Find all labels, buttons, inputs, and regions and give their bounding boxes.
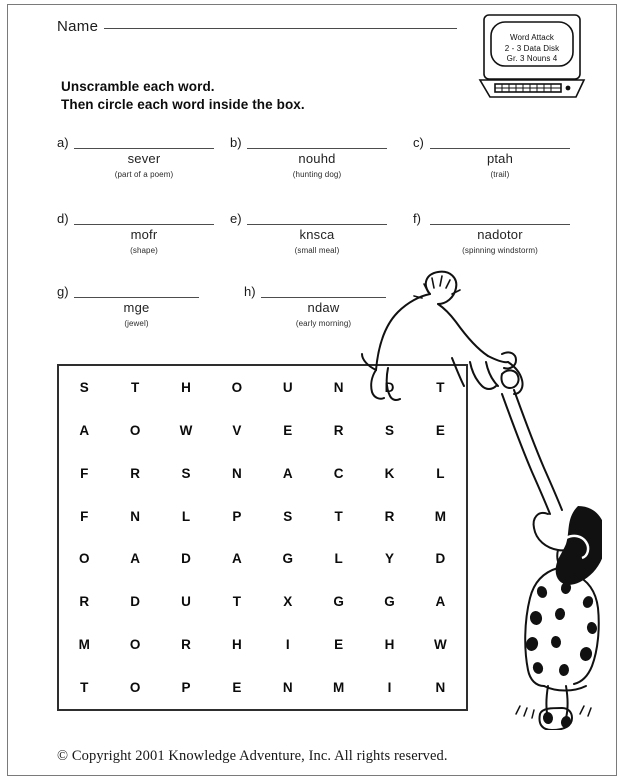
grid-cell[interactable]: Y [384, 551, 395, 567]
instruction-line-1: Unscramble each word. [61, 79, 215, 94]
grid-cell[interactable]: F [80, 508, 89, 524]
grid-row [59, 409, 466, 452]
grid-cell[interactable]: L [436, 465, 445, 481]
item-answer-row [413, 136, 575, 150]
hand [501, 370, 518, 388]
grid-cell[interactable]: D [130, 594, 141, 610]
scrambled-word: ndaw [307, 300, 340, 315]
grid-row [59, 538, 466, 581]
item-answer-row [413, 212, 575, 226]
item-label: c) [413, 135, 424, 150]
grid-cell[interactable]: G [333, 594, 345, 610]
tunic-spots [524, 581, 598, 729]
scrambled-word: mofr [130, 227, 158, 242]
word-clue: (part of a poem) [114, 170, 174, 179]
grid-cell[interactable]: S [283, 508, 293, 524]
fur-boots [540, 708, 573, 730]
item-answer-row [230, 212, 392, 226]
grid-cell[interactable]: F [80, 465, 89, 481]
scrambled-word: sever [127, 151, 161, 166]
grid-cell[interactable]: R [384, 508, 395, 524]
name-label: Name [57, 18, 99, 35]
item-label: f) [413, 211, 421, 226]
grid-cell[interactable]: A [79, 422, 90, 438]
grid-cell[interactable]: R [333, 422, 344, 438]
arm-outer [514, 390, 562, 510]
item-answer-line[interactable] [430, 148, 570, 149]
item-label: h) [244, 284, 256, 299]
grid-cell[interactable]: O [129, 680, 141, 696]
grid-cell[interactable]: P [181, 680, 191, 696]
item-answer-row [57, 212, 219, 226]
hair-highlight [566, 536, 588, 558]
grid-cell[interactable]: E [232, 680, 242, 696]
grid-cell[interactable]: D [181, 551, 192, 567]
unscramble-item [244, 285, 391, 328]
item-answer-line[interactable] [74, 224, 214, 225]
word-attack-computer-badge [478, 12, 590, 100]
unscramble-item [57, 285, 204, 328]
item-label: g) [57, 284, 69, 299]
word-clue: (hunting dog) [292, 170, 342, 179]
grid-cell[interactable]: V [232, 422, 242, 438]
grid-row [59, 495, 466, 538]
item-answer-row [57, 285, 204, 299]
name-write-line[interactable] [104, 28, 457, 29]
unscramble-item [413, 212, 575, 255]
tunic-right [574, 574, 599, 684]
item-answer-line[interactable] [74, 148, 214, 149]
item-answer-row [57, 136, 219, 150]
word-clue: (spinning windstorm) [462, 246, 538, 255]
face-profile [534, 513, 578, 550]
grid-cell[interactable]: K [384, 465, 395, 481]
word-clue: (shape) [130, 246, 158, 255]
grid-cell[interactable]: X [283, 594, 293, 610]
dog-muzzle [502, 352, 516, 368]
grid-cell[interactable]: D [384, 379, 395, 395]
grid-cell[interactable]: U [181, 594, 192, 610]
grid-cell[interactable]: N [231, 465, 243, 481]
grid-cell[interactable]: G [282, 551, 294, 567]
grid-cell[interactable]: E [283, 422, 293, 438]
neck [557, 550, 564, 570]
grid-cell[interactable]: E [435, 422, 446, 438]
unscramble-items [0, 132, 624, 347]
grid-cell[interactable]: I [387, 680, 392, 696]
scrambled-word: ptah [486, 151, 514, 166]
grid-cell[interactable]: D [435, 551, 446, 567]
grid-cell[interactable]: P [232, 508, 242, 524]
grid-cell[interactable]: N [130, 508, 141, 524]
grid-row [59, 366, 466, 409]
grid-cell[interactable]: N [333, 379, 344, 395]
unscramble-item [413, 136, 575, 179]
grid-cell[interactable]: H [384, 637, 395, 653]
scrambled-word: mge [123, 300, 150, 315]
dog-front-leg-1 [470, 362, 496, 389]
item-label: b) [230, 135, 242, 150]
grid-cell[interactable]: N [282, 680, 294, 696]
grid-cell[interactable]: N [435, 680, 446, 696]
grass-tufts [516, 706, 591, 718]
item-answer-line[interactable] [430, 224, 570, 225]
grid-cell[interactable]: S [79, 379, 90, 395]
unscramble-item [57, 136, 219, 179]
unscramble-item [230, 136, 392, 179]
word-search-grid[interactable] [59, 366, 466, 709]
grid-cell[interactable]: O [78, 551, 90, 567]
grid-cell[interactable]: T [130, 379, 140, 395]
grid-cell[interactable]: L [334, 551, 344, 567]
grid-cell[interactable]: T [436, 379, 445, 395]
grid-cell[interactable]: R [181, 637, 192, 653]
grid-cell[interactable]: T [80, 680, 89, 696]
grid-cell[interactable]: R [79, 594, 90, 610]
grid-cell[interactable]: A [282, 465, 294, 481]
grid-cell[interactable]: E [334, 637, 344, 653]
grid-cell[interactable]: O [129, 422, 141, 438]
grid-cell[interactable]: M [434, 508, 447, 524]
item-answer-row [230, 136, 392, 150]
badge-screen-text [495, 33, 569, 65]
scrambled-word: nadotor [477, 227, 523, 242]
copyright-footer: © Copyright 2001 Knowledge Adventure, Inc. All rights reserved. [57, 748, 448, 764]
grid-cell[interactable]: W [179, 422, 193, 438]
grid-cell[interactable]: H [231, 637, 243, 653]
dog-front [488, 356, 508, 362]
grid-cell[interactable]: A [231, 551, 243, 567]
item-answer-line[interactable] [247, 148, 387, 149]
unscramble-item [230, 212, 392, 255]
grid-cell[interactable]: T [232, 594, 242, 610]
scrambled-word: nouhd [298, 151, 336, 166]
grid-cell[interactable]: I [285, 637, 291, 653]
grid-cell[interactable]: M [332, 680, 345, 696]
grid-cell[interactable]: T [334, 508, 344, 524]
name-field-row [57, 18, 457, 35]
item-answer-line[interactable] [74, 297, 199, 298]
instruction-line-2: Then circle each word inside the box. [61, 97, 305, 112]
badge-line-1: Word Attack [509, 33, 555, 42]
item-label: d) [57, 211, 69, 226]
grid-cell[interactable]: L [181, 508, 191, 524]
word-search-rows [59, 366, 466, 709]
grid-row [59, 580, 466, 623]
leg-left [547, 686, 549, 718]
word-clue: (trail) [490, 170, 510, 179]
grid-cell[interactable]: A [130, 551, 141, 567]
grid-cell[interactable]: W [433, 637, 448, 653]
grid-cell[interactable]: S [181, 465, 191, 481]
grid-row [59, 666, 466, 709]
item-label: e) [230, 211, 242, 226]
grid-cell[interactable]: A [435, 594, 446, 610]
grid-cell[interactable]: U [282, 379, 294, 395]
tunic-left [525, 568, 558, 686]
hair [556, 506, 602, 585]
badge-line-2: 2 - 3 Data Disk [504, 43, 560, 53]
item-label: a) [57, 135, 69, 150]
item-answer-row [244, 285, 391, 299]
grid-cell[interactable]: C [333, 465, 344, 481]
scrambled-word: knsca [299, 227, 335, 242]
word-search-box[interactable] [57, 364, 468, 711]
grid-row [59, 452, 466, 495]
item-answer-line[interactable] [261, 297, 386, 298]
grid-cell[interactable]: H [181, 379, 192, 395]
word-clue: (small meal) [294, 246, 340, 255]
dog-paw-reaching [508, 362, 523, 394]
grid-cell[interactable]: O [231, 379, 243, 395]
grid-row [59, 623, 466, 666]
unscramble-item [57, 212, 219, 255]
grid-cell[interactable]: S [384, 422, 395, 438]
tunic-hem [544, 686, 586, 691]
word-clue: (jewel) [124, 319, 149, 328]
badge-line-3: Gr. 3 Nouns 4 [506, 54, 558, 63]
instructions [61, 78, 305, 114]
word-clue: (early morning) [295, 319, 352, 328]
arm-inner [502, 394, 550, 514]
grid-cell[interactable]: O [129, 637, 141, 653]
leg-right [566, 686, 568, 718]
grid-cell[interactable]: R [130, 465, 141, 481]
dog-front-leg-2 [486, 362, 498, 386]
grid-cell[interactable]: M [78, 637, 91, 653]
grid-cell[interactable]: G [384, 594, 396, 610]
item-answer-line[interactable] [247, 224, 387, 225]
